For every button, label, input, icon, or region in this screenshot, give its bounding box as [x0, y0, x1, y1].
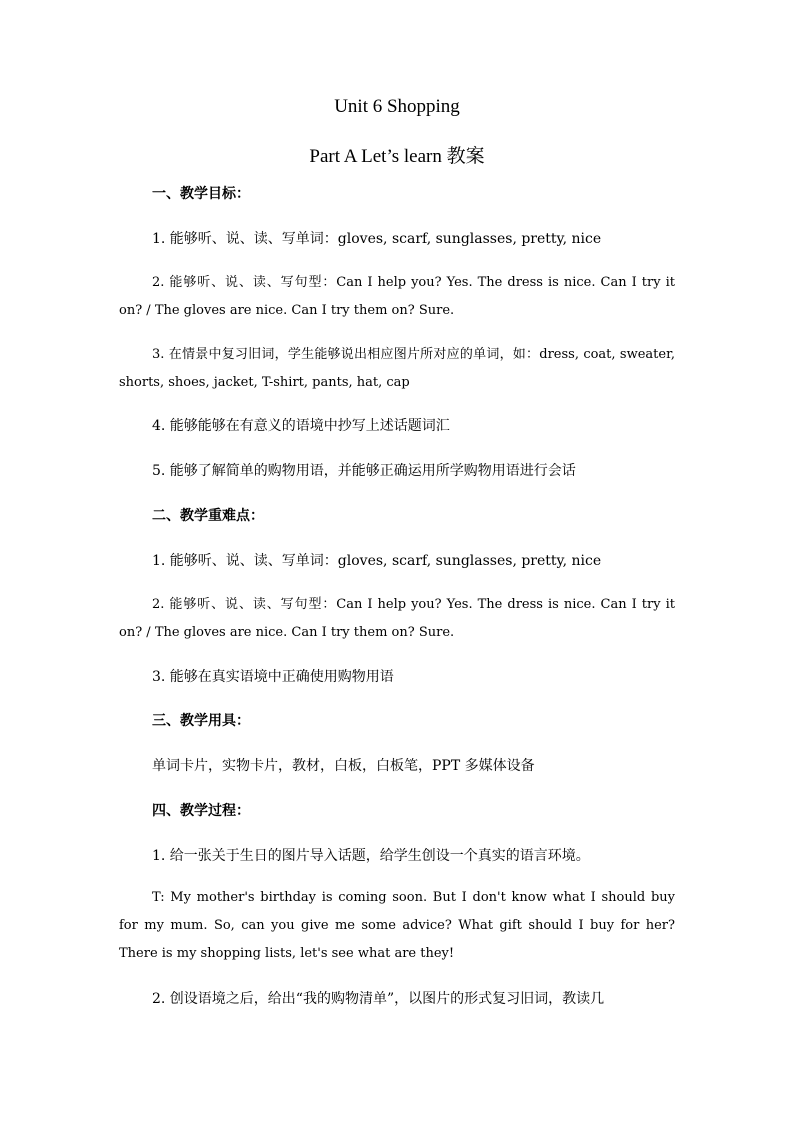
section4-dialogue: T: My mother's birthday is coming soon. But I don't know what I should buy for my mum. So, can you give me some advice? What gift should I buy for her? There is my shopping lists, let's see what are they!	[119, 890, 675, 961]
section2-item3: 3. 能够在真实语境中正确使用购物用语	[152, 669, 394, 685]
section2-item2: 2. 能够听、说、读、写句型：Can I help you? Yes. The dress is nice. Can I try it on? / The gloves are nice. Can I try them on? Sure.	[119, 597, 675, 640]
document-subtitle: Part A Let’s learn 教案	[309, 146, 485, 167]
section3-content: 单词卡片，实物卡片，教材，白板，白板笔，PPT 多媒体设备	[152, 758, 535, 774]
section1-item1: 1. 能够听、说、读、写单词：gloves, scarf, sunglasses, pretty, nice	[152, 231, 602, 247]
section1-item5: 5. 能够了解简单的购物用语，并能够正确运用所学购物用语进行会话	[152, 463, 576, 479]
section2-heading: 二、教学重难点：	[152, 508, 264, 524]
section1-item3: 3. 在情景中复习旧词，学生能够说出相应图片所对应的单词，如：dress, coat, sweater, shorts, shoes, jacket, T-shirt, pants, hat, cap	[119, 347, 675, 390]
section2-item1: 1. 能够听、说、读、写单词：gloves, scarf, sunglasses, pretty, nice	[152, 553, 602, 569]
section4-item2: 2. 创设语境之后，给出“我的购物清单”，以图片的形式复习旧词，教读几	[152, 991, 605, 1007]
section1-item4: 4. 能够能够在有意义的语境中抄写上述话题词汇	[152, 418, 450, 434]
section3-heading: 三、教学用具：	[152, 713, 250, 729]
section4-item1: 1. 给一张关于生日的图片导入话题，给学生创设一个真实的语言环境。	[152, 848, 590, 864]
section1-heading: 一、教学目标：	[152, 186, 250, 202]
section4-heading: 四、教学过程：	[152, 803, 250, 819]
section1-item2: 2. 能够听、说、读、写句型：Can I help you? Yes. The dress is nice. Can I try it on? / The gloves are nice. Can I try them on? Sure.	[119, 275, 675, 318]
document-title: Unit 6 Shopping	[334, 96, 460, 117]
